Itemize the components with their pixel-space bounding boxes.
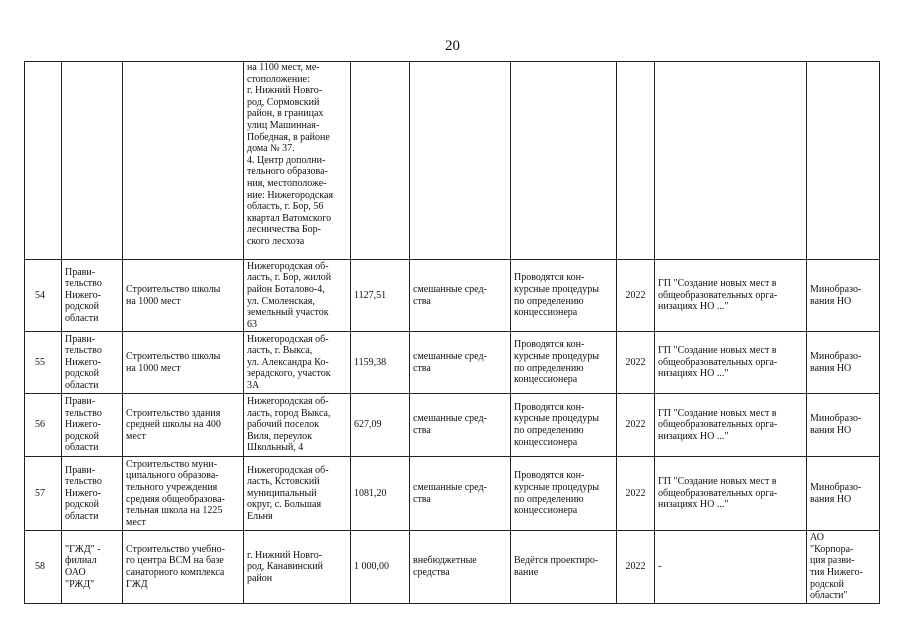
cell-source: смешанные сред- ства: [410, 394, 511, 457]
table-row-continuation: [25, 62, 880, 260]
cell-owner: Прави- тельство Нижего- родской области: [62, 332, 123, 394]
cell-num: 58: [25, 531, 62, 604]
cell-program: ГП "Создание новых мест в общеобразовательных орга- низациях НО ...": [655, 332, 807, 394]
cell-object: [123, 62, 244, 260]
cell-location: Нижегородская об- ласть, г. Выкса, ул. Александра Ко- зерадского, участок 3А: [244, 332, 351, 394]
page-number: 20: [445, 38, 460, 54]
cell-responsible: АО "Корпора- ция разви- тия Нижего- родской области": [807, 531, 880, 604]
table-row: [25, 457, 880, 531]
table-row: [25, 394, 880, 457]
cell-program: ГП "Создание новых мест в общеобразовательных орга- низациях НО ...": [655, 394, 807, 457]
cell-cost: [351, 62, 410, 260]
cell-year: 2022: [617, 531, 655, 604]
cell-owner: Прави- тельство Нижего- родской области: [62, 394, 123, 457]
cell-location: Нижегородская об- ласть, Кстовский муниципальный округ, с. Большая Ельня: [244, 457, 351, 531]
cell-responsible: Минобразо- вания НО: [807, 394, 880, 457]
cell-responsible: Минобразо- вания НО: [807, 260, 880, 332]
table-row: [25, 531, 880, 604]
cell-year: [617, 62, 655, 260]
cell-year: 2022: [617, 457, 655, 531]
cell-num: 57: [25, 457, 62, 531]
cell-status: Проводятся кон- курсные процедуры по определению концессионера: [511, 260, 617, 332]
cell-status: [511, 62, 617, 260]
cell-cost: 1159,38: [351, 332, 410, 394]
cell-status: Ведётся проектиро- вание: [511, 531, 617, 604]
table-row: [25, 332, 880, 394]
cell-location: на 1100 мест, ме- стоположение: г. Нижний Новго- род, Сормовский район, в границах улиц Машинная- Победная, в районе дома № 37. 4. Центр дополни- тельного образова- ния, местоположе- ние: Нижегородская область, г. Бор, 56 квартал Ватомского лесничества Бор- ского лесхоза: [244, 62, 351, 260]
cell-source: [410, 62, 511, 260]
cell-object: Строительство муни- ципального образова- тельного учреждения средняя общеобразова- тельная школа на 1225 мест: [123, 457, 244, 531]
cell-location: Нижегородская об- ласть, г. Бор, жилой район Боталово-4, ул. Смоленская, земельный участок 63: [244, 260, 351, 332]
cell-owner: Прави- тельство Нижего- родской области: [62, 260, 123, 332]
cell-object: Строительство здания средней школы на 400 мест: [123, 394, 244, 457]
cell-owner: "ГЖД" - филиал ОАО "РЖД": [62, 531, 123, 604]
cell-num: 55: [25, 332, 62, 394]
cell-source: смешанные сред- ства: [410, 457, 511, 531]
cell-cost: 1081,20: [351, 457, 410, 531]
table-row: [25, 260, 880, 332]
cell-cost: 1 000,00: [351, 531, 410, 604]
cell-year: 2022: [617, 394, 655, 457]
investment-projects-table: [24, 61, 880, 604]
cell-num: [25, 62, 62, 260]
cell-owner: Прави- тельство Нижего- родской области: [62, 457, 123, 531]
cell-responsible: [807, 62, 880, 260]
cell-program: ГП "Создание новых мест в общеобразовательных орга- низациях НО ...": [655, 457, 807, 531]
cell-object: Строительство учебно- го центра ВСМ на базе санаторного комплекса ГЖД: [123, 531, 244, 604]
cell-source: смешанные сред- ства: [410, 332, 511, 394]
cell-responsible: Минобразо- вания НО: [807, 332, 880, 394]
cell-year: 2022: [617, 260, 655, 332]
cell-location: г. Нижний Новго- род, Канавинский район: [244, 531, 351, 604]
cell-source: внебюджетные средства: [410, 531, 511, 604]
cell-source: смешанные сред- ства: [410, 260, 511, 332]
cell-status: Проводятся кон- курсные процедуры по определению концессионера: [511, 332, 617, 394]
cell-location: Нижегородская об- ласть, город Выкса, рабочий поселок Виля, переулок Школьный, 4: [244, 394, 351, 457]
cell-status: Проводятся кон- курсные процедуры по определению концессионера: [511, 394, 617, 457]
cell-object: Строительство школы на 1000 мест: [123, 260, 244, 332]
cell-responsible: Минобразо- вания НО: [807, 457, 880, 531]
cell-year: 2022: [617, 332, 655, 394]
cell-cost: 627,09: [351, 394, 410, 457]
cell-object: Строительство школы на 1000 мест: [123, 332, 244, 394]
cell-status: Проводятся кон- курсные процедуры по определению концессионера: [511, 457, 617, 531]
cell-num: 54: [25, 260, 62, 332]
cell-program: -: [655, 531, 807, 604]
cell-cost: 1127,51: [351, 260, 410, 332]
cell-program: ГП "Создание новых мест в общеобразовательных орга- низациях НО ...": [655, 260, 807, 332]
cell-program: [655, 62, 807, 260]
cell-num: 56: [25, 394, 62, 457]
cell-owner: [62, 62, 123, 260]
